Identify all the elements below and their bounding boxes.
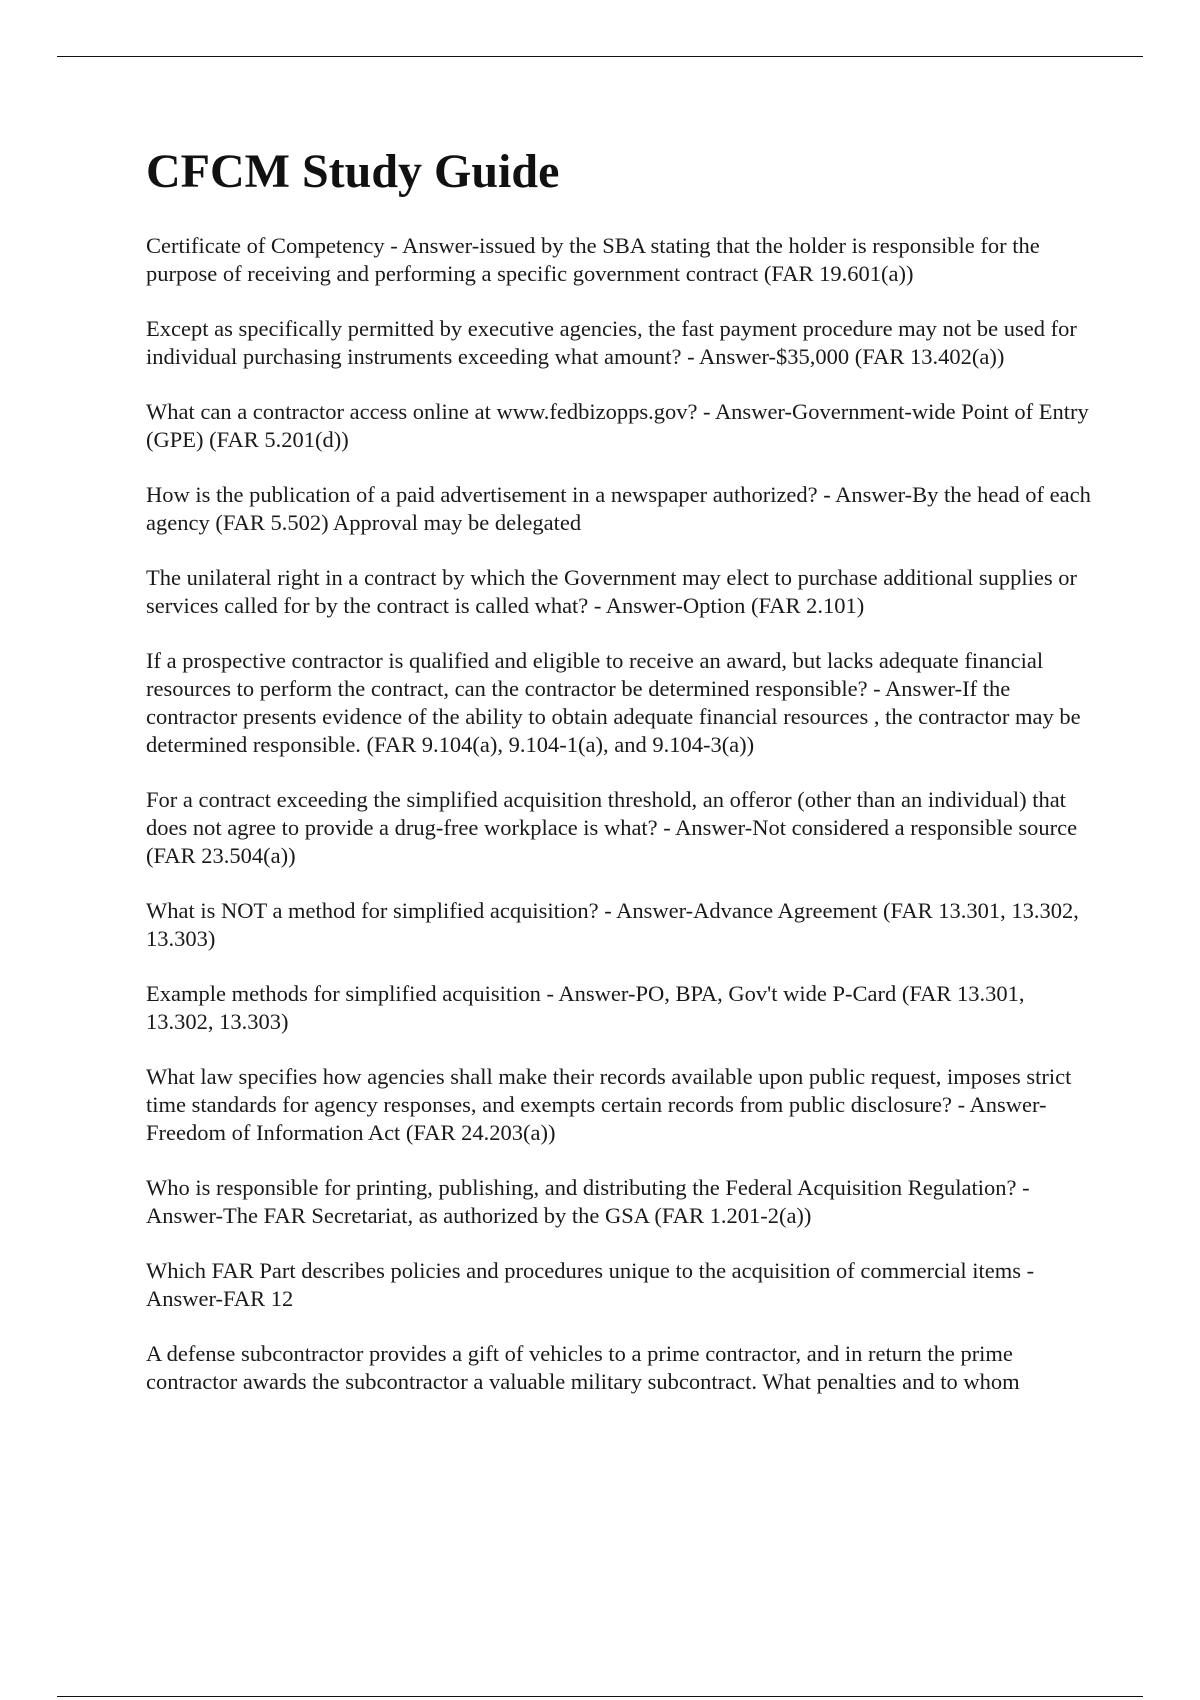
qa-entry: Except as specifically permitted by executive agencies, the fast payment procedure may not be used for individual purchasing instruments exceeding what amount? - Answer-$35,000 (FAR 13.402(a)) <box>146 316 1077 369</box>
qa-entry: Which FAR Part describes policies and procedures unique to the acquisition of commercial items - Answer-FAR 12 <box>146 1258 1035 1311</box>
qa-entry: The unilateral right in a contract by which the Government may elect to purchase additional supplies or services called for by the contract is called what? - Answer-Option (FAR 2.101) <box>146 565 1077 618</box>
qa-list <box>146 232 1096 1396</box>
qa-entry: What can a contractor access online at www.fedbizopps.gov? - Answer-Government-wide Point of Entry (GPE) (FAR 5.201(d)) <box>146 399 1089 452</box>
qa-entry: Certificate of Competency - Answer-issued by the SBA stating that the holder is responsible for the purpose of receiving and performing a specific government contract (FAR 19.601(a)) <box>146 233 1040 286</box>
qa-entry: What law specifies how agencies shall make their records available upon public request, imposes strict time standards for agency responses, and exempts certain records from public disclosure? - Answer-Freedom of Information Act (FAR 24.203(a)) <box>146 1064 1072 1145</box>
document-title: CFCM Study Guide <box>146 145 560 198</box>
qa-entry: Example methods for simplified acquisition - Answer-PO, BPA, Gov't wide P-Card (FAR 13.301, 13.302, 13.303) <box>146 981 1025 1034</box>
page-top-rule <box>57 56 1143 57</box>
qa-entry: If a prospective contractor is qualified and eligible to receive an award, but lacks adequate financial resources to perform the contract, can the contractor be determined responsible? - Answer-If the contractor presents evidence of the ability to obtain adequate financial resources , the contractor may be determined responsible. (FAR 9.104(a), 9.104-1(a), and 9.104-3(a)) <box>146 648 1081 757</box>
qa-entry: Who is responsible for printing, publishing, and distributing the Federal Acquisition Regulation? - Answer-The FAR Secretariat, as authorized by the GSA (FAR 1.201-2(a)) <box>146 1175 1030 1228</box>
qa-entry: How is the publication of a paid advertisement in a newspaper authorized? - Answer-By the head of each agency (FAR 5.502) Approval may be delegated <box>146 482 1091 535</box>
page-bottom-rule <box>57 1696 1143 1697</box>
qa-entry: What is NOT a method for simplified acquisition? - Answer-Advance Agreement (FAR 13.301, 13.302, 13.303) <box>146 898 1079 951</box>
document-body <box>146 142 1096 1423</box>
qa-entry: A defense subcontractor provides a gift of vehicles to a prime contractor, and in return the prime contractor awards the subcontractor a valuable military subcontract. What penalties and to whom <box>146 1341 1020 1394</box>
qa-entry: For a contract exceeding the simplified acquisition threshold, an offeror (other than an individual) that does not agree to provide a drug-free workplace is what? - Answer-Not considered a responsible source (FAR 23.504(a)) <box>146 787 1078 868</box>
